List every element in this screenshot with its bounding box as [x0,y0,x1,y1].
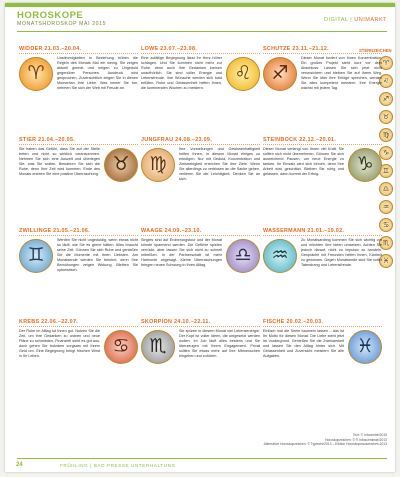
horoscope-virgo [141,137,260,224]
sign-body [19,147,138,177]
sign-title: WIDDER 21.03.–20.04. [19,46,138,54]
sidebar-aquarius-icon: ♒ [379,200,393,214]
page-number: 24 [16,462,23,468]
sidebar-leo-icon: ♌ [379,74,393,88]
sign-text: Ihre Vorstellungen und Gewissenhaftigkeit helfen Ihnen, in diesem Monat einiges zu erledigen. Nur mit Geduld, Konzentration und Zielstrebigkeit erreichen Sie Ihre Ziele. Wenn Sie allerdings zu verbissen an die Sache gehen, verlieren Sie die Leichtigkeit. Denken Sie an sich. [179,147,260,182]
horoscope-leo [141,46,260,133]
scorpio-icon: ♏ [141,330,175,364]
horoscope-sagittarius [263,46,382,133]
page-subtitle: MONATSHOROSKOP MAI 2015 [17,21,107,27]
sidebar-sagittarius-icon: ♐ [379,92,393,106]
cancer-icon: ♋ [104,330,138,364]
capricorn-icon: ♑ [348,148,382,182]
aquarius-icon: ♒ [263,239,297,273]
sign-text: Der Ruhe im Alltag tut Ihnen gut. Nutzen Sie die Zeit, um Ihre Gedanken zu ordnen und neue Pläne zu schmieden. Finanziell sieht es gut aus, doch gehen Sie trotzdem sorgsam mit Ihrem Geld um. Eine Begegnung bringt frischen Wind in Ihr Leben. [19,329,100,359]
sign-title: STEINBOCK 22.12.–20.01. [263,137,382,145]
sidebar-capricorn-icon: ♑ [379,146,393,160]
credit-line: Horoskopzeichen: © ® Infoschmiede/2013 [325,437,387,442]
pisces-icon: ♓ [348,330,382,364]
sign-body [141,56,260,91]
credit-line: Alternative Horoskopzeichen: © Typtecht/2013 – Edition Horoskopeauszeichen.2013 [263,442,387,447]
sign-body [19,238,138,273]
sign-body [263,147,382,177]
sign-title: KREBS 22.06.–22.07. [19,319,138,327]
sign-title: WASSERMANN 21.01.–19.02. [263,228,382,236]
header-brand [324,17,387,23]
sidebar-title: STERNZEICHEN [359,48,392,53]
header-brand-accent: UNIMARKT [354,17,387,23]
sign-text: Eine zufällige Begegnung lässt Ihr Herz höher schlagen. Und Sie kommen nicht mehr zur Ruhe, denn auch Ihre Gedanken kreisen unaufhörlich. Sie sind voller Energie und Lebensfreude, Ihre Wünsche werden sich bald erfüllen. Ruhe und Gelassenheit helfen Ihnen, die kommenden Wochen zu meistern. [141,56,222,91]
sign-text: Dieser Monat verlangt von Ihnen viel Kraft. Sie sollten sich nicht übernehmen. Gönnen Sie sich ausreichend Pausen, um neue Energie zu tanken. Ihr Einsatz wird sich lohnen, denn Ihre Arbeit wird geschätzt. Bleiben Sie ruhig und gelassen, dann kommt der Erfolg. [263,147,344,177]
sign-body [19,329,138,359]
sign-title: JUNGFRAU 24.08.–23.09. [141,137,260,145]
sign-title: STIER 21.04.–20.05. [19,137,138,145]
header-brand-prefix: DIGITAL | [324,17,355,23]
header-divider [17,31,387,32]
sign-body [141,238,260,268]
sign-title: WAAGE 24.09.–23.10. [141,228,260,236]
horoscope-aries [19,46,138,133]
horoscope-taurus [19,137,138,224]
sidebar-gemini-icon: ♊ [379,164,393,178]
leo-icon: ♌ [226,57,260,91]
sign-title: SCHÜTZE 23.11.–21.12. [263,46,382,54]
virgo-icon: ♍ [141,148,175,182]
sign-title: SKORPION 24.10.–22.11. [141,319,260,327]
sign-text: Sie haben das Gefühl, dass Sie auf der Stelle treten und nicht so wirklich vorankommen. Nehmen Sie sich eine Auszeit und überlegen Sie, was Sie wollen. Bewahren Sie sich die Ruhe, denn Ihre Zeit wird kommen. Ende des Monats erleben Sie eine positive Überraschung. [19,147,100,177]
horoscope-grid [19,46,383,406]
sidebar-libra-icon: ♎ [379,182,393,196]
footer-publication: FRÜHLING | BAD PRESSE UNTERHALTUNG [60,463,176,468]
sign-body [263,238,382,268]
sign-body [19,56,138,91]
sign-body [141,147,260,182]
sidebar-pisces-icon: ♓ [379,254,393,268]
horoscope-capricorn [263,137,382,224]
sign-title: FISCHE 20.02.–20.03. [263,319,382,327]
sign-title: LÖWE 23.07.–23.08. [141,46,260,54]
aries-icon: ♈ [19,57,53,91]
magazine-page [5,3,395,472]
sign-text: Singles sind auf Eroberungstour und der Monat könnte spannend werden. Die Gefühle spielen verrückt, aber lassen Sie sich nicht zu schnell mitreißen. In der Partnerschaft ist mehr Harmonie angesagt. Kleine Überraschungen bringen neuen Schwung in Ihren Alltag. [141,238,222,268]
horoscope-libra [141,228,260,315]
sidebar-aries-icon: ♈ [379,56,393,70]
sidebar-cancer-icon: ♋ [379,218,393,232]
sign-body [263,56,382,91]
horoscope-aquarius [263,228,382,315]
top-accent-bar [5,3,395,7]
sign-body [141,329,260,359]
horoscope-cancer [19,319,138,406]
sign-text: Sie spüren in diesem Monat viel Lebensenergie. Der Kopf ist voller Ideen, die umgesetzt werden wollen. Im Job läuft alles bestens und Sie überzeugen mit Ihrem Engagement. Privat sollten Sie etwas mehr auf Ihre Mitmenschen eingehen und zuhören. [179,329,260,359]
footer-divider [17,458,387,459]
gemini-icon: ♊ [19,239,53,273]
sidebar-virgo-icon: ♍ [379,128,393,142]
libra-icon: ♎ [226,239,260,273]
sign-text: Unstimmigkeiten in Beziehung trüben die Regeln des Monats Mai ein wenig. Sie zeigen aktuell gereizt und neigen zu Ungeduld gegenüber Personen. Ausdruck wird gesprochen. Zuversichtlich zeigen Sie in diesen Momentan Ihre Liebe. Was immer Sie tun, nehmen Sie sich der Welt mit Freude an. [57,56,138,91]
sign-body [263,329,382,359]
sign-text: Zu Monatsanfang kommen Sie sich wichtig vor und möchten Ihre Ideen umsetzen. Achten Sie jedoch darauf, nicht zu impulsiv zu handeln. Gespräche mit Freunden helfen Ihnen, Klarheit zu gewinnen. Gegen Monatsende sind Sie voller Tatendrang und Lebensfreude. [301,238,382,268]
horoscope-gemini [19,228,138,315]
horoscope-pisces [263,319,382,406]
sign-text: Einfach mal die Seele baumeln lassen – das ist Ihr Motto für diesen Monat. Die Liebe steht jetzt im Vordergrund. Genießen Sie die Zweisamkeit und lassen Sie den Alltag hinter sich. Mit Gelassenheit und Zuversicht meistern Sie alle Aufgaben. [263,329,344,359]
sign-text: Dieser Monat fordert von Ihnen Konzentration. Ein großes Projekt steht kurz vor dem Abschluss. Lassen Sie sich jetzt nicht verunsichern und bleiben Sie auf Ihrem Weg. Wenn Sie über Ihre Erfolge sprechen, werden Sie alles kompetent meistern. Ihre Energie wächst mit jedem Tag. [301,56,382,91]
horoscope-scorpio [141,319,260,406]
credit-line: Text: © Infocentre/2015 [352,433,387,437]
sagittarius-icon: ♐ [263,57,297,91]
page-title: HOROSKOPE [17,10,84,21]
taurus-icon: ♉ [104,148,138,182]
sidebar-taurus-icon: ♉ [379,110,393,124]
credits [237,433,387,447]
sidebar-scorpio-icon: ♏ [379,236,393,250]
sign-title: ZWILLINGE 21.05.–21.06. [19,228,138,236]
sign-text: Werden Sie nicht ungeduldig, wenn etwas nicht so läuft, wie Sie es gerne hätten. Alles braucht seine Zeit. Gönnen Sie sich Ruhe und genießen Sie die Momente mit Ihren Liebsten. Am Monatsende werden Sie belohnt, denn Ihre Bemühungen zeigen Wirkung. Bleiben Sie optimistisch. [57,238,138,273]
